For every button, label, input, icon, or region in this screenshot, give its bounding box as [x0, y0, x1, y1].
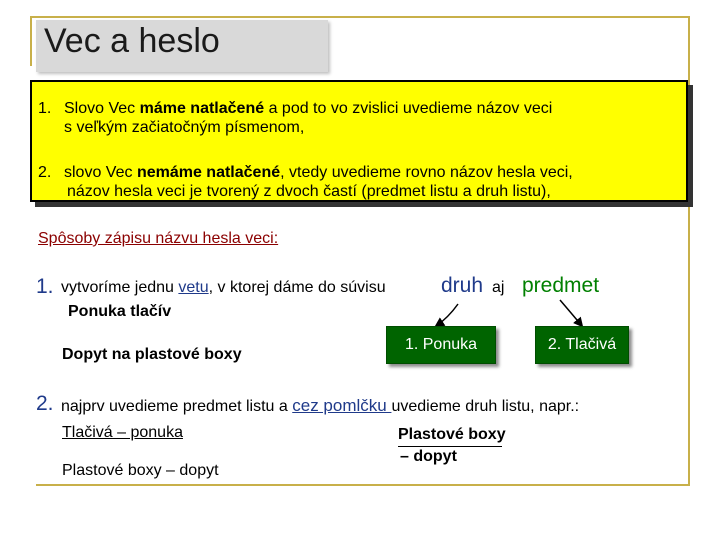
method1-text-veta: vetu	[178, 279, 209, 296]
method2-text	[61, 396, 579, 416]
tlaciva-box	[535, 326, 629, 364]
method2-text-pomlcka: cez pomlčku	[292, 396, 392, 415]
tlaciva-box-label: 2. Tlačivá	[547, 336, 617, 353]
rule1-text-c: a pod to vo zvislici uvedieme názov veci	[264, 100, 553, 117]
method2-example-tlaciva-ponuka: Tlačivá – ponuka	[62, 424, 183, 441]
method1-predmet: predmet	[522, 274, 600, 297]
rule2-line2: názov hesla veci je tvorený z dvoch častí (predmet listu a druh listu),	[67, 183, 551, 200]
method2-example-underline	[398, 446, 502, 447]
method2-example-plastove-boxy-dopyt: Plastové boxy – dopyt	[62, 462, 219, 479]
method1-text-a: vytvoríme jednu	[61, 279, 179, 296]
ponuka-box	[386, 326, 496, 364]
rule1-number: 1.	[38, 100, 52, 117]
method1-example-dopyt: Dopyt na plastové boxy	[62, 346, 242, 363]
rule2-number: 2.	[38, 164, 52, 181]
arrow-to-ponuka	[436, 304, 458, 326]
page-title: Vec a heslo	[44, 22, 220, 60]
rule2-text-a: slovo Vec	[64, 164, 137, 181]
ponuka-box-label: 1. Ponuka	[404, 336, 478, 353]
method2-text-c: uvedieme druh listu, napr.:	[391, 398, 580, 415]
arrow-to-tlaciva	[560, 300, 582, 326]
method1-aj: aj	[492, 279, 505, 296]
method2-number: 2.	[36, 392, 54, 415]
rule2-text-bold: nemáme natlačené	[136, 164, 281, 181]
method1-number: 1.	[36, 275, 54, 298]
method1-text-c: , v ktorej dáme do súvisu	[208, 279, 386, 296]
method1-example-ponuka-tlaciv: Ponuka tlačív	[68, 303, 172, 320]
method1-druh: druh	[441, 274, 484, 297]
rule2-text-c: , vtedy uvedieme rovno názov hesla veci,	[280, 164, 573, 181]
method2-text-a: najprv uvedieme predmet listu a	[61, 398, 293, 415]
methods-heading: Spôsoby zápisu názvu hesla veci:	[38, 230, 279, 247]
rule1-line2: s veľkým začiatočným písmenom,	[64, 119, 305, 136]
rule1-text-a: Slovo Vec	[64, 100, 140, 117]
method2-example-plastove-boxy: Plastové boxy	[398, 426, 506, 443]
rule1-text-bold: máme natlačené	[139, 100, 265, 117]
method2-example-dopyt-line: – dopyt	[400, 448, 457, 465]
